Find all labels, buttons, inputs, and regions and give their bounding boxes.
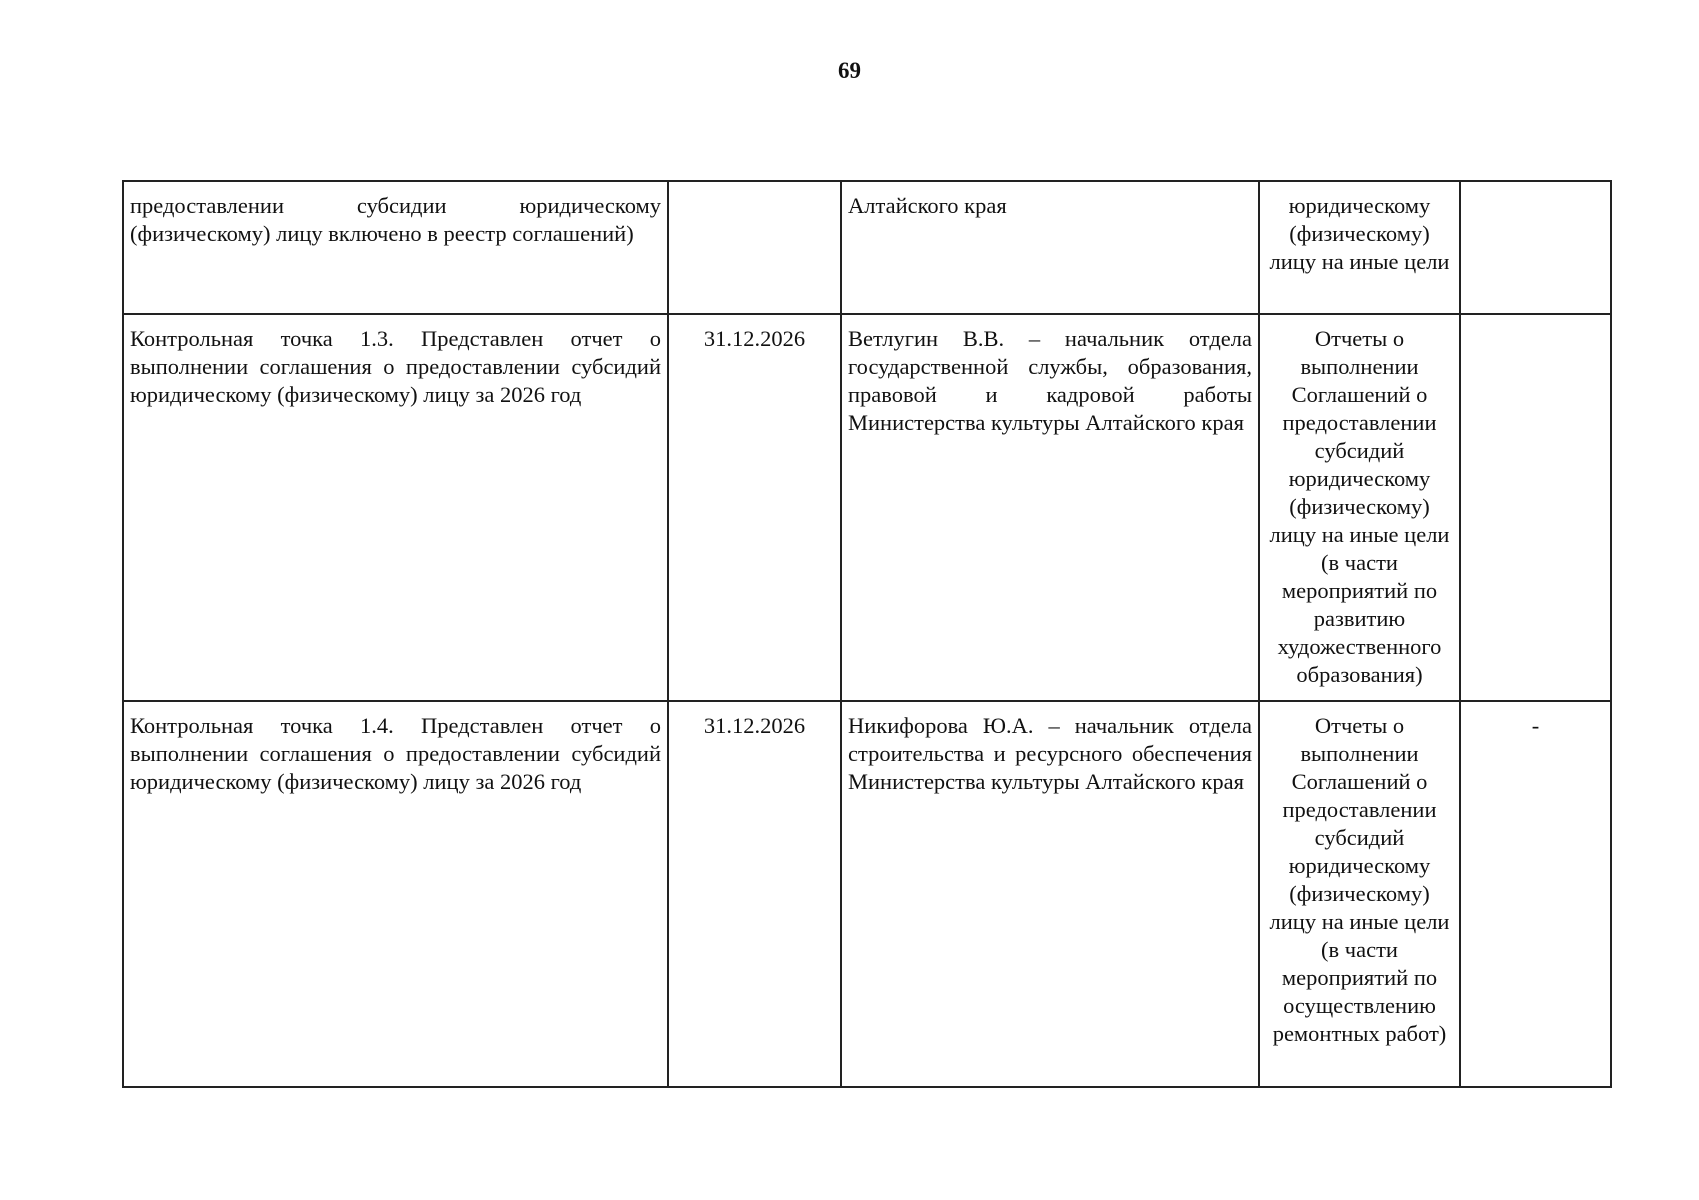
document-cell: Отчеты о выполнении Соглашений о предоставлении субсидий юридическому (физическому) лицу на иные цели (в части мероприятий по осуществлению ремонтных работ) — [1259, 701, 1460, 1087]
activity-cell: Контрольная точка 1.4. Представлен отчет о выполнении соглашения о предоставлении субсидий юридическому (физическому) лицу за 2026 год — [123, 701, 668, 1087]
page-number: 69 — [838, 58, 861, 83]
activity-cell: Контрольная точка 1.3. Представлен отчет о выполнении соглашения о предоставлении субсидий юридическому (физическому) лицу за 2026 год — [123, 314, 668, 701]
note-cell: - — [1460, 701, 1611, 1087]
date-cell: 31.12.2026 — [668, 314, 841, 701]
responsible-cell: Ветлугин В.В. – начальник отдела государственной службы, образования, правовой и кадровой работы Министерства культуры Алтайского края — [841, 314, 1259, 701]
control-points-table — [122, 180, 1612, 1088]
note-cell — [1460, 314, 1611, 701]
table-row — [123, 701, 1611, 1087]
responsible-cell: Никифорова Ю.А. – начальник отдела строительства и ресурсного обеспечения Министерства культуры Алтайского края — [841, 701, 1259, 1087]
date-cell — [668, 181, 841, 314]
responsible-cell: Алтайского края — [841, 181, 1259, 314]
table-row — [123, 314, 1611, 701]
document-cell: Отчеты о выполнении Соглашений о предоставлении субсидий юридическому (физическому) лицу на иные цели (в части мероприятий по развитию художественного образования) — [1259, 314, 1460, 701]
table-row — [123, 181, 1611, 314]
document-cell: юридическому (физическому) лицу на иные цели — [1259, 181, 1460, 314]
activity-cell: предоставлении субсидии юридическому (физическому) лицу включено в реестр соглашений) — [123, 181, 668, 314]
note-cell — [1460, 181, 1611, 314]
date-cell: 31.12.2026 — [668, 701, 841, 1087]
